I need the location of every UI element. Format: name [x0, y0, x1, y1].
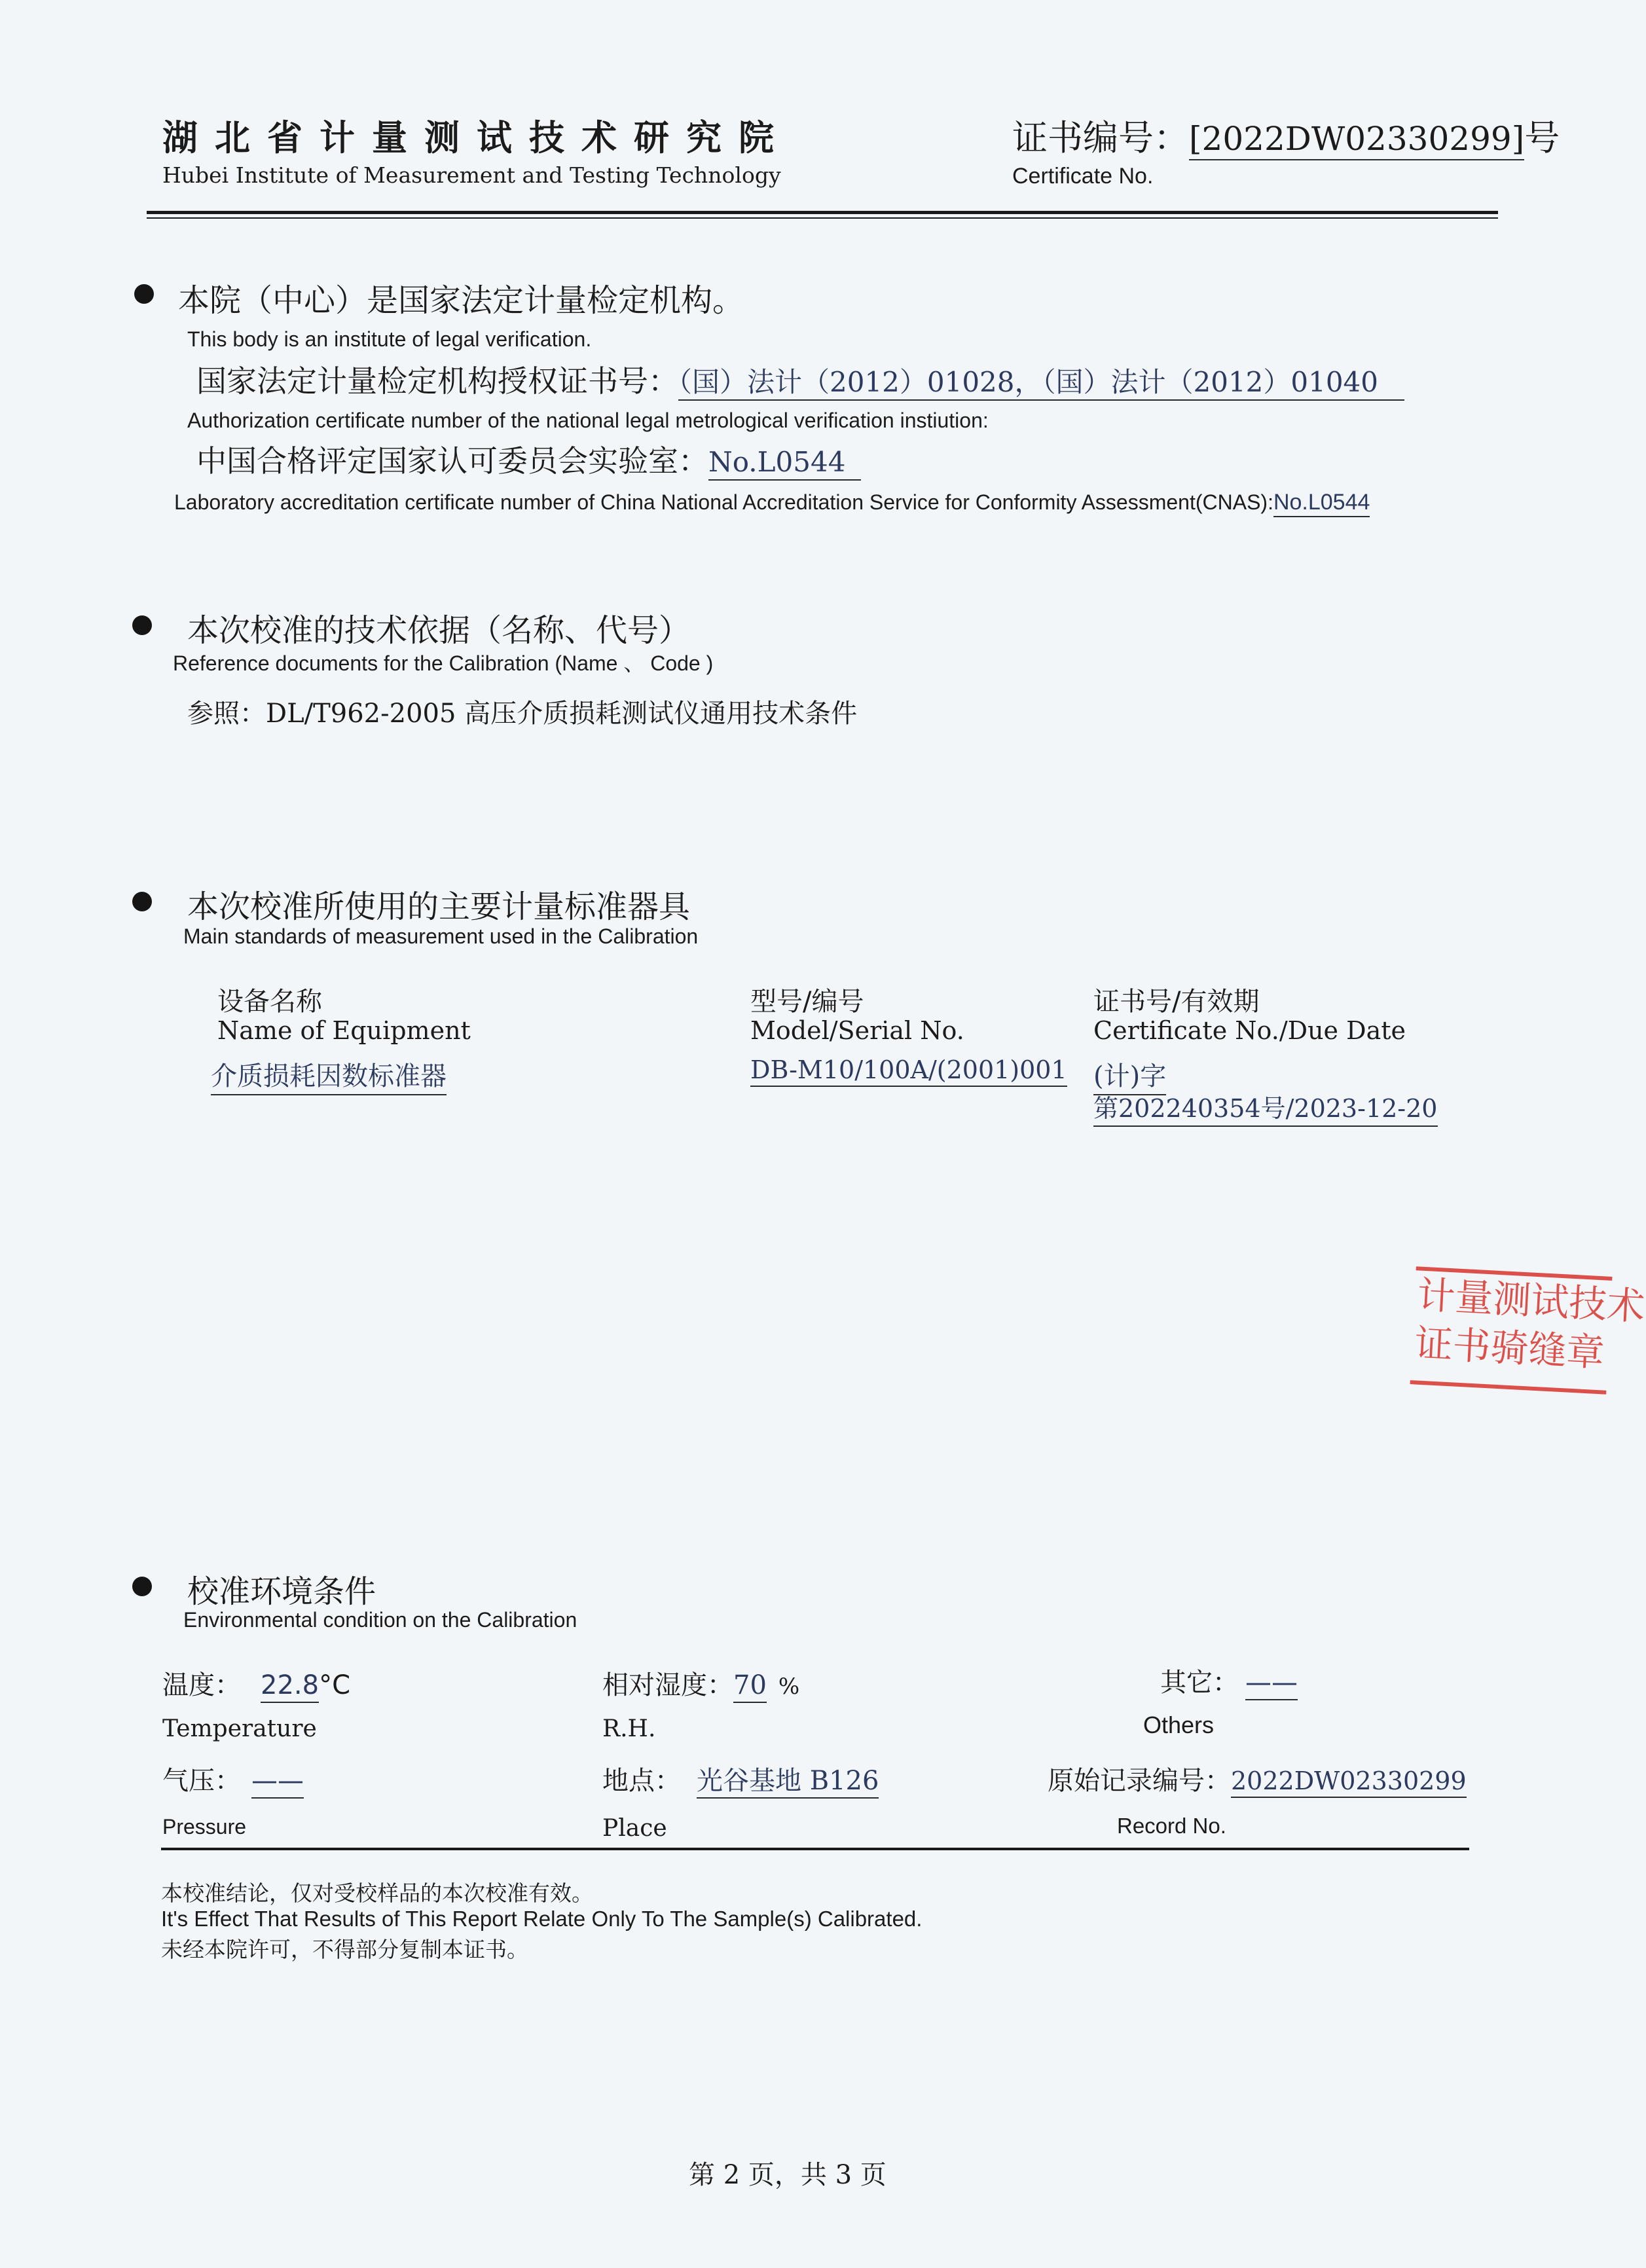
paging-seal [1410, 1266, 1646, 1394]
section3-title-cn: 本次校准所使用的主要计量标准器具 [187, 888, 691, 925]
authorization-certificate [196, 357, 1404, 401]
col-header-model-cn: 型号/编号 [750, 987, 864, 1017]
institute-name-cn: 湖北省计量测试技术研究院 [162, 117, 791, 158]
authorization-value: （国）法计（2012）01028，（国）法计（2012）01040 [678, 366, 1404, 401]
cnas-label: 中国合格评定国家认可委员会实验室： [196, 443, 708, 479]
cnas-value: No.L0544 [708, 446, 861, 481]
col-header-certificate-cn: 证书号/有效期 [1093, 987, 1260, 1017]
institute-name-en: Hubei Institute of Measurement and Testing Technology [162, 162, 781, 188]
rh-label: 相对湿度： [602, 1670, 733, 1700]
pressure-label: 气压： [162, 1766, 241, 1796]
equipment-name: 介质损耗因数标准器 [211, 1055, 447, 1095]
place-label-en: Place [602, 1815, 667, 1842]
seal-line1: 计量测试技术 [1416, 1272, 1646, 1329]
environment-divider [161, 1848, 1469, 1850]
section4-title-en: Environmental condition on the Calibration [183, 1608, 577, 1632]
section2-title-cn: 本次校准的技术依据（名称、代号） [187, 612, 691, 649]
temperature-value: 22.8 [261, 1670, 319, 1703]
bullet-icon [132, 892, 152, 911]
certificate-number [1012, 110, 1560, 160]
cnas-en [174, 490, 1370, 515]
record-number [1048, 1760, 1467, 1797]
page-number: 第 2 页，共 3 页 [689, 2160, 887, 2190]
temperature-unit: °C [319, 1670, 350, 1700]
bullet-icon [134, 284, 154, 304]
cnas-value-en: No.L0544 [1273, 490, 1370, 517]
record-value: 2022DW02330299 [1231, 1766, 1467, 1798]
section1-title-cn: 本院（中心）是国家法定计量检定机构。 [178, 282, 744, 319]
place [602, 1760, 879, 1797]
col-header-equipment-en: Name of Equipment [217, 1016, 471, 1045]
header-divider-thin [147, 217, 1498, 219]
others-label-en: Others [1143, 1711, 1215, 1738]
rh-label-en: R.H. [602, 1715, 656, 1742]
record-label: 原始记录编号： [1048, 1766, 1231, 1796]
others [1160, 1662, 1298, 1699]
col-header-certificate-en: Certificate No./Due Date [1093, 1016, 1406, 1045]
temperature-label: 温度： [162, 1670, 241, 1700]
place-label: 地点： [602, 1766, 681, 1796]
pressure-label-en: Pressure [162, 1815, 247, 1838]
note-line3: 未经本院许可，不得部分复制本证书。 [161, 1937, 528, 1962]
certificate-number-label-en: Certificate No. [1012, 164, 1154, 189]
col-header-model-en: Model/Serial No. [750, 1016, 964, 1045]
col-header-equipment-cn: 设备名称 [217, 987, 322, 1017]
rh-unit: % [778, 1674, 800, 1700]
others-value: —— [1245, 1668, 1298, 1700]
certificate-number-suffix: 号 [1524, 117, 1560, 158]
section3-title-en: Main standards of measurement used in the Calibration [183, 924, 699, 948]
cnas-lab [196, 437, 861, 481]
record-label-en: Record No. [1117, 1814, 1226, 1838]
equipment-certificate-line1: (计)字 [1093, 1055, 1166, 1095]
bullet-icon [132, 615, 152, 635]
pressure [162, 1760, 304, 1797]
others-label: 其它： [1160, 1668, 1239, 1698]
reference-document: 参照：DL/T962-2005 高压介质损耗测试仪通用技术条件 [187, 699, 858, 729]
certificate-number-value: [2022DW02330299] [1189, 120, 1524, 160]
temperature [162, 1664, 350, 1702]
rh-value: 70 [733, 1670, 767, 1703]
authorization-label: 国家法定计量检定机构授权证书号： [196, 363, 678, 399]
note-line1: 本校准结论，仅对受校样品的本次校准有效。 [161, 1880, 593, 1906]
section4-title-cn: 校准环境条件 [187, 1573, 376, 1610]
bullet-icon [132, 1577, 152, 1596]
seal-line2: 证书骑缝章 [1414, 1321, 1606, 1376]
header-divider [147, 211, 1498, 214]
section1-title-en: This body is an institute of legal verification. [187, 327, 592, 351]
place-value: 光谷基地 B126 [697, 1766, 879, 1799]
cnas-label-en: Laboratory accreditation certificate number of China National Accreditation Service for Conformity Assessment(CNAS): [174, 490, 1273, 514]
pressure-value: —— [251, 1766, 304, 1799]
relative-humidity [602, 1664, 799, 1702]
temperature-label-en: Temperature [162, 1715, 317, 1742]
equipment-certificate-line2: 第202240354号/2023-12-20 [1093, 1088, 1438, 1127]
equipment-model: DB-M10/100A/(2001)001 [750, 1055, 1067, 1087]
section2-title-en: Reference documents for the Calibration (Name 、 Code ) [173, 651, 714, 675]
authorization-label-en: Authorization certificate number of the national legal metrological verification instiution: [187, 409, 989, 432]
note-line2: It's Effect That Results of This Report Relate Only To The Sample(s) Calibrated. [161, 1907, 923, 1931]
certificate-number-label: 证书编号： [1012, 117, 1189, 158]
